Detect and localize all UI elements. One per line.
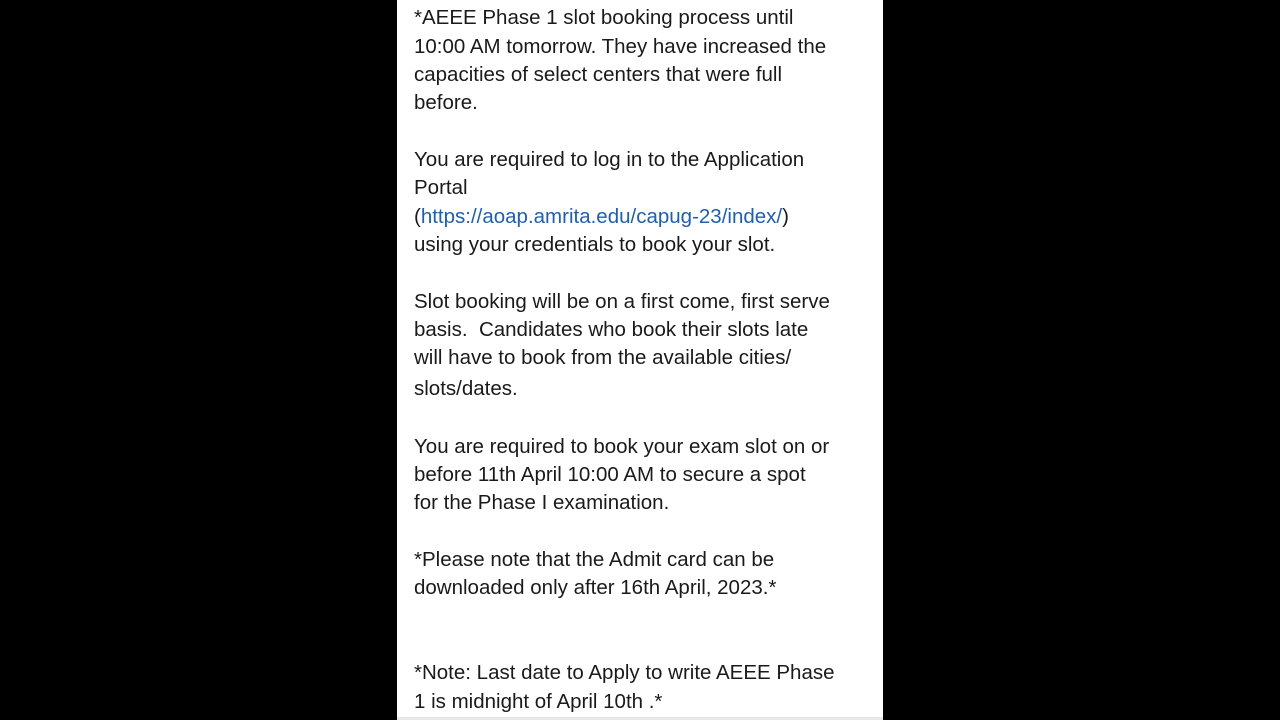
message-text-line: 10:00 AM tomorrow. They have increased the [414,35,827,58]
message-panel [397,0,883,720]
message-text-line: You are required to log in to the Application [414,148,805,171]
paren-open: ( [414,205,421,228]
message-text-line: slots/dates. [414,377,518,400]
message-text-line: Slot booking will be on a first come, first serve [414,290,830,313]
message-text-line: before 11th April 10:00 AM to secure a spot [414,463,806,486]
message-text-line: before. [414,91,478,114]
message-text-line: using your credentials to book your slot. [414,233,776,256]
message-text-line: You are required to book your exam slot on or [414,435,830,458]
message-text-line: *Please note that the Admit card can be [414,548,775,571]
message-text-line: Portal [414,176,468,199]
message-text-line: basis. Candidates who book their slots late [414,318,809,341]
message-text-line: downloaded only after 16th April, 2023.* [414,576,777,599]
application-portal-link[interactable]: https://aoap.amrita.edu/capug-23/index/ [420,205,783,228]
message-text-line: 1 is midnight of April 10th .* [414,690,663,713]
paren-close: ) [782,205,789,228]
message-text-line: for the Phase I examination. [414,491,670,514]
portal-link-line [414,203,789,231]
message-text-line: capacities of select centers that were full [414,63,783,86]
message-text-line: *AEEE Phase 1 slot booking process until [414,6,794,29]
message-text-line: will have to book from the available cities/ [414,346,792,369]
message-text-line: *Note: Last date to Apply to write AEEE Phase [414,661,835,684]
